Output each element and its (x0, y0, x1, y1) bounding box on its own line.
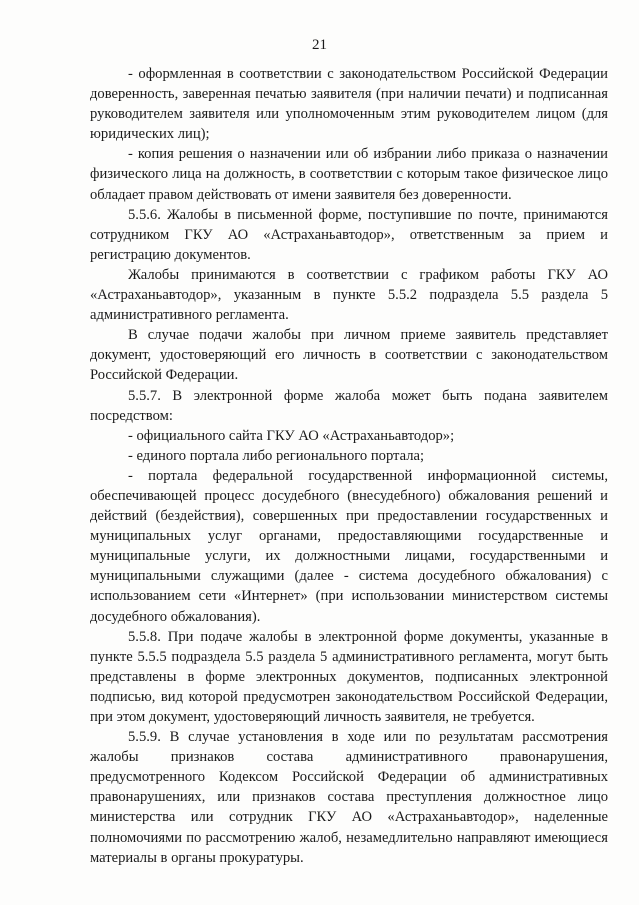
paragraph-5-5-6: 5.5.6. Жалобы в письменной форме, поступившие по почте, принимаются сотрудником ГКУ АО «Астраханьавтодор», ответственным за прием и регистрацию документов. (90, 206, 608, 263)
list-item-unified-portal: - единого портала либо регионального портала; (128, 447, 425, 464)
list-item-federal-portal: - портала федеральной государственной информационной системы, обеспечивающей процесс досудебного (внесудебного) обжалования решений и действий (бездействия), совершенных при предоставлении государственных и муниципальных услуг органами, предоставляющими государственные и муниципальные услуги, их должностными лицами, государственными и муниципальными служащими (далее - система досудебного обжалования) с использованием сети «Интернет» (при использовании министерством системы досудебного обжалования). (90, 467, 608, 625)
paragraph-5-5-8: 5.5.8. При подаче жалобы в электронной форме документы, указанные в пункте 5.5.5 подраздела 5.5 раздела 5 административного регламента, могут быть представлены в форме электронных документов, подписанных электронной подписью, вид которой предусмотрен законодательством Российской Федерации, при этом документ, удостоверяющий личность заявителя, не требуется. (90, 628, 608, 725)
paragraph-schedule: Жалобы принимаются в соответствии с графиком работы ГКУ АО «Астраханьавтодор», указанным в пункте 5.5.2 подраздела 5.5 раздела 5 административного регламента. (90, 266, 608, 324)
paragraph-appointment-decision-copy: - копия решения о назначении или об избрании либо приказа о назначении физического лица на должность, в соответствии с которым такое физическое лицо обладает правом действовать от имени заявителя без доверенности. (90, 146, 608, 203)
paragraph-power-of-attorney: - оформленная в соответствии с законодательством Российской Федерации доверенность, заверенная печатью заявителя (при наличии печати) и подписанная руководителем заявителя или уполномоченным этим руководителем лицом (для юридических лиц); (90, 66, 608, 143)
list-item-official-site: - официального сайта ГКУ АО «Астраханьавтодор»; (128, 427, 455, 444)
paragraph-5-5-9: 5.5.9. В случае установления в ходе или по результатам рассмотрения жалобы признаков состава административного правонарушения, предусмотренного Кодексом Российской Федерации об административных правонарушениях, или признаков состава преступления должностное лицо министерства или сотрудник ГКУ АО «Астраханьавтодор», наделенные полномочиями по рассмотрению жалоб, незамедлительно направляют имеющиеся материалы в органы прокуратуры. (90, 729, 608, 866)
document-body (90, 64, 608, 868)
paragraph-5-5-7: 5.5.7. В электронной форме жалоба может быть подана заявителем посредством: (90, 387, 608, 424)
paragraph-personal-reception: В случае подачи жалобы при личном приеме заявитель представляет документ, удостоверяющий его личность в соответствии с законодательством Российской Федерации. (90, 327, 608, 384)
page-number: 21 (312, 37, 327, 53)
